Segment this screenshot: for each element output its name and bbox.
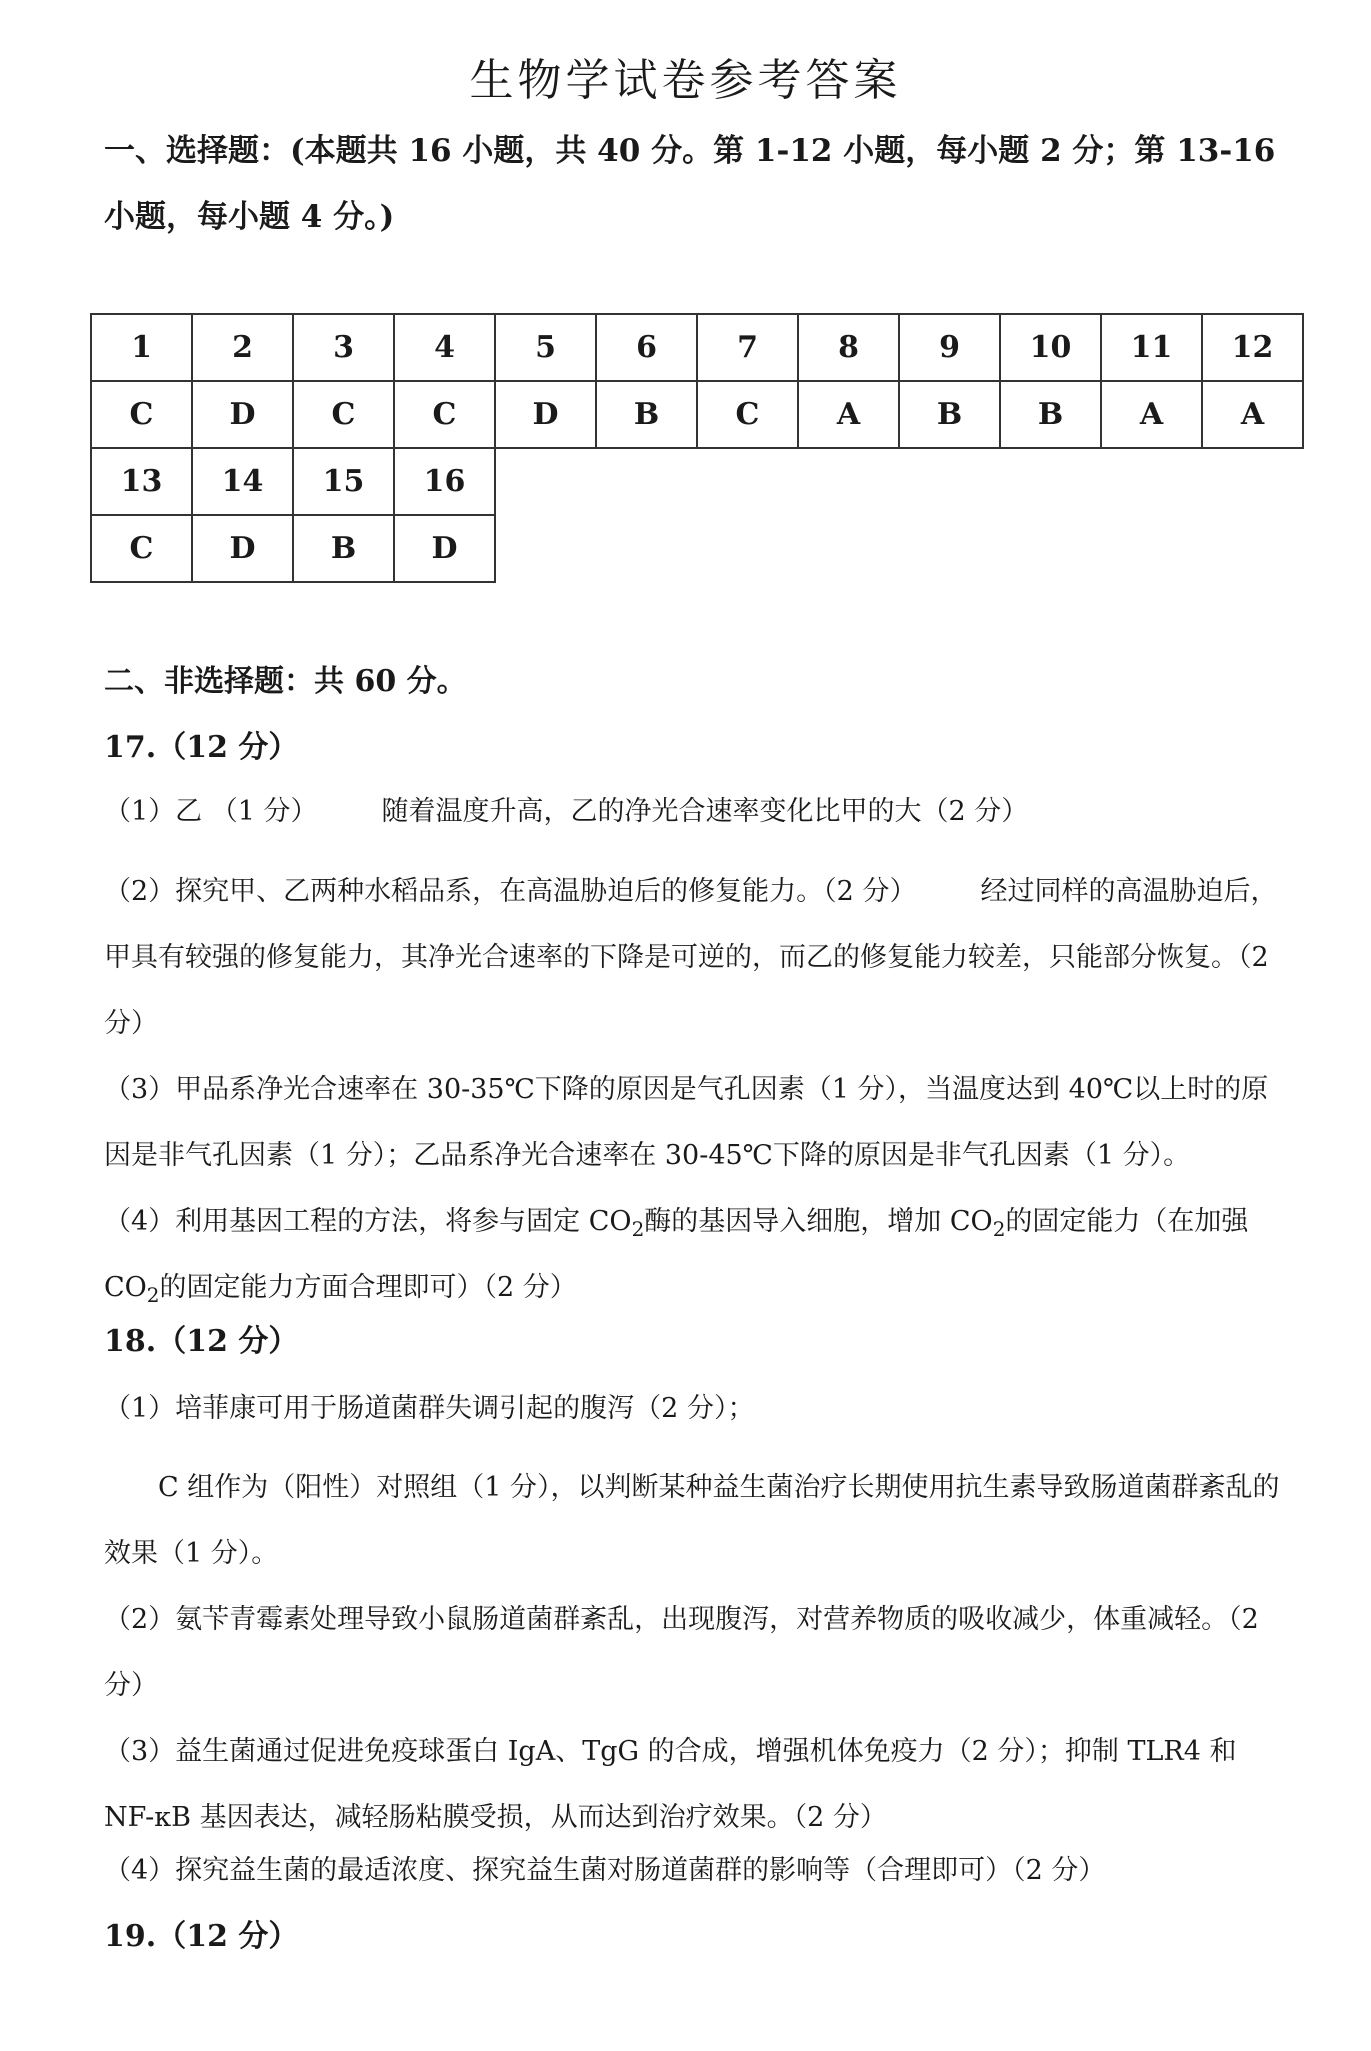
q17-part2-aim: （2）探究甲、乙两种水稻品系，在高温胁迫后的修复能力。（2 分） xyxy=(104,876,917,907)
answer-letter-cell: C xyxy=(293,381,394,448)
question-number-cell: 7 xyxy=(697,314,798,381)
page-title: 生物学试卷参考答案 xyxy=(469,55,902,106)
answer-letter-cell: C xyxy=(697,381,798,448)
q17-part3: （3）甲品系净光合速率在 30-35℃下降的原因是气孔因素（1 分），当温度达到 40℃以上时的原因是非气孔因素（1 分）；乙品系净光合速率在 30-45℃下降的原因是非气孔因素（1 分）。 xyxy=(104,1074,1269,1171)
co2-subscript: 2 xyxy=(992,1217,1006,1241)
answer-letter-row-2 xyxy=(91,515,1303,582)
answer-letter-cell: B xyxy=(1000,381,1101,448)
answer-letter-cell: A xyxy=(798,381,899,448)
answer-letter-cell: C xyxy=(91,515,192,582)
section1-heading: 一、选择题：(本题共 16 小题，共 40 分。第 1-12 小题，每小题 2 分；第 13-16 小题，每小题 4 分。) xyxy=(104,133,1276,235)
answer-letter-cell: B xyxy=(596,381,697,448)
co2-subscript: 2 xyxy=(146,1283,160,1307)
q18-part4: （4）探究益生菌的最适浓度、探究益生菌对肠道菌群的影响等（合理即可）（2 分） xyxy=(104,1855,1106,1886)
answer-letter-cell: D xyxy=(394,515,495,582)
question-number-cell: 12 xyxy=(1202,314,1303,381)
q18-part1-control: C 组作为（阳性）对照组（1 分），以判断某种益生菌治疗长期使用抗生素导致肠道菌群紊乱的效果（1 分）。 xyxy=(104,1472,1280,1569)
question-number-cell: 11 xyxy=(1101,314,1202,381)
question-number-cell: 16 xyxy=(394,448,495,515)
q18-part1: （1）培菲康可用于肠道菌群失调引起的腹泻（2 分）； xyxy=(104,1393,755,1424)
answer-letter-cell: C xyxy=(394,381,495,448)
answer-number-row-2 xyxy=(91,448,1303,515)
answer-letter-row-1 xyxy=(91,381,1303,448)
q18-part2: （2）氨苄青霉素处理导致小鼠肠道菌群紊乱，出现腹泻，对营养物质的吸收减少，体重减轻。（2 分） xyxy=(104,1604,1259,1701)
question-number-cell: 14 xyxy=(192,448,293,515)
answer-letter-cell: D xyxy=(495,381,596,448)
section2-heading: 二、非选择题：共 60 分。 xyxy=(104,664,467,699)
q17-part4 xyxy=(104,1189,1284,1321)
answer-letter-cell: A xyxy=(1101,381,1202,448)
question-number-cell: 5 xyxy=(495,314,596,381)
q17-part1-reason: 随着温度升高，乙的净光合速率变化比甲的大（2 分） xyxy=(381,796,1029,827)
question-number-cell: 3 xyxy=(293,314,394,381)
answer-letter-cell: B xyxy=(899,381,1000,448)
q17-part4-text-a: （4）利用基因工程的方法，将参与固定 CO xyxy=(104,1206,632,1237)
q17-part4-text-c: 的固定能力（在加强 CO xyxy=(104,1206,1249,1303)
q17-part2 xyxy=(104,859,1284,1057)
question-number-cell: 2 xyxy=(192,314,293,381)
empty-cell xyxy=(495,515,1303,582)
question-number-cell: 13 xyxy=(91,448,192,515)
question-number-cell: 10 xyxy=(1000,314,1101,381)
q17-heading: 17.（12 分） xyxy=(104,730,299,765)
question-number-cell: 4 xyxy=(394,314,495,381)
answer-letter-cell: A xyxy=(1202,381,1303,448)
answer-letter-cell: B xyxy=(293,515,394,582)
question-number-cell: 15 xyxy=(293,448,394,515)
q17-part1-answer: （1）乙 （1 分） xyxy=(104,796,318,827)
q18-part3: （3）益生菌通过促进免疫球蛋白 IgA、TgG 的合成，增强机体免疫力（2 分）；抑制 TLR4 和 NF-κB 基因表达，减轻肠粘膜受损，从而达到治疗效果。（2 分） xyxy=(104,1736,1237,1833)
answer-letter-cell: D xyxy=(192,515,293,582)
q18-heading: 18.（12 分） xyxy=(104,1324,299,1359)
question-number-cell: 6 xyxy=(596,314,697,381)
answer-table xyxy=(90,313,1304,583)
answer-letter-cell: C xyxy=(91,381,192,448)
q17-part1 xyxy=(104,792,1284,832)
answer-letter-cell: D xyxy=(192,381,293,448)
q19-heading: 19.（12 分） xyxy=(104,1919,299,1954)
empty-cell xyxy=(495,448,1303,515)
answer-number-row-1 xyxy=(91,314,1303,381)
q17-part2-result: 经过同样的高温胁迫后，甲具有较强的修复能力，其净光合速率的下降是可逆的，而乙的修复能力较差，只能部分恢复。（2 分） xyxy=(104,876,1278,1039)
q17-part4-text-b: 酶的基因导入细胞，增加 CO xyxy=(644,1206,993,1237)
question-number-cell: 1 xyxy=(91,314,192,381)
question-number-cell: 8 xyxy=(798,314,899,381)
q17-part4-text-d: 的固定能力方面合理即可）（2 分） xyxy=(159,1272,577,1303)
question-number-cell: 9 xyxy=(899,314,1000,381)
co2-subscript: 2 xyxy=(631,1217,645,1241)
